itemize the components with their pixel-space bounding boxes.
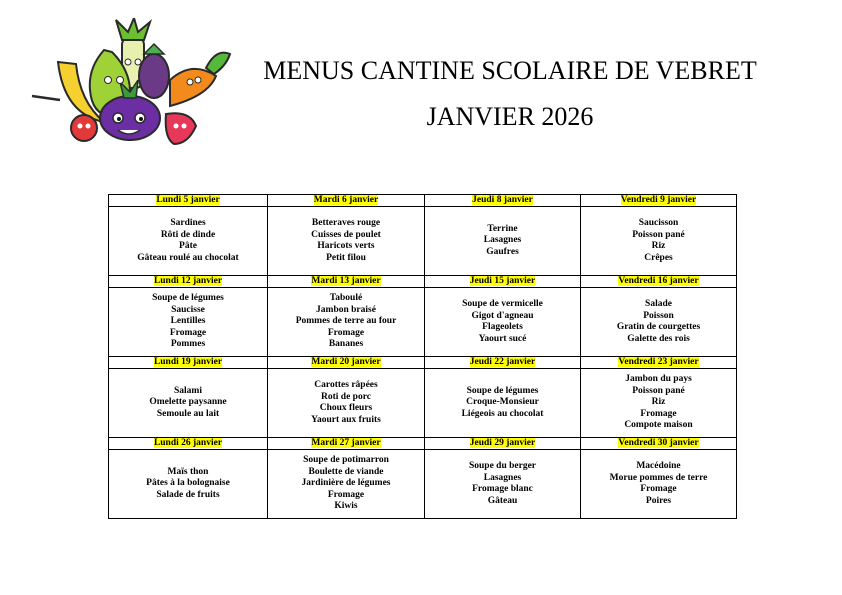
- menu-item: Poisson pané: [632, 385, 685, 396]
- page-subtitle: JANVIER 2026: [426, 102, 594, 131]
- menu-item: Choux fleurs: [319, 403, 373, 413]
- menu-item: Flageolets: [482, 322, 523, 332]
- menu-item: Riz: [651, 397, 666, 408]
- day-header-cell: [425, 357, 581, 369]
- menu-item: Crêpes: [644, 252, 673, 263]
- day-menu-cell: [581, 450, 737, 519]
- menu-item: Gaufres: [486, 246, 519, 257]
- menu-item: Semoule au lait: [156, 408, 220, 419]
- menu-item: Betteraves rouge: [311, 218, 381, 228]
- day-date-label: Jeudi 22 janvier: [469, 357, 536, 367]
- day-menu-cell: [425, 288, 581, 357]
- day-header-cell: [581, 195, 737, 207]
- day-menu-cell: [581, 207, 737, 276]
- date-row: [109, 276, 737, 288]
- day-header-cell: [581, 438, 737, 450]
- menu-item: Croque-Monsieur: [466, 397, 539, 408]
- day-date-label: Mardi 6 janvier: [313, 195, 379, 205]
- menu-item: Saucisson: [638, 218, 679, 228]
- day-date-label: Jeudi 8 janvier: [472, 195, 533, 205]
- menu-row: [109, 288, 737, 357]
- menu-item: Poisson: [643, 310, 674, 321]
- menu-item: Kiwis: [334, 501, 358, 512]
- menu-item: Pommes: [170, 339, 206, 350]
- day-menu-cell: [109, 207, 268, 276]
- menu-item: Poisson pané: [632, 229, 685, 240]
- day-header-cell: [109, 438, 268, 450]
- menu-item: Haricots verts: [317, 241, 375, 251]
- day-header-cell: [425, 195, 581, 207]
- day-date-label: Vendredi 23 janvier: [618, 357, 699, 367]
- menu-item: Fromage: [169, 327, 207, 338]
- page-title: MENUS CANTINE SCOLAIRE DE VEBRET: [263, 56, 757, 85]
- day-date-label: Vendredi 16 janvier: [618, 276, 699, 286]
- day-header-cell: [109, 357, 268, 369]
- menu-item: Riz: [651, 241, 666, 251]
- menu-item: Lasagnes: [483, 235, 522, 246]
- date-row: [109, 438, 737, 450]
- menu-row: [109, 369, 737, 438]
- menu-item: Taboulé: [329, 293, 363, 304]
- menu-item: Lasagnes: [483, 472, 522, 483]
- menu-item: Jardinière de légumes: [301, 478, 391, 489]
- menu-item: Fromage blanc: [472, 484, 533, 494]
- day-header-cell: [109, 276, 268, 288]
- day-menu-cell: [425, 207, 581, 276]
- menu-item: Galette des rois: [627, 333, 690, 344]
- menu-item: Yaourt sucé: [478, 333, 527, 344]
- day-header-cell: [268, 195, 425, 207]
- menu-item: Gâteau: [487, 495, 518, 506]
- menu-item: Rôti de dinde: [160, 229, 216, 240]
- menu-item: Sardines: [170, 218, 206, 228]
- day-menu-cell: [268, 207, 425, 276]
- day-header-cell: [268, 438, 425, 450]
- menu-item: Pommes de terre au four: [295, 316, 397, 327]
- menu-item: Salami: [174, 385, 202, 396]
- menu-row: [109, 207, 737, 276]
- day-date-label: Mardi 27 janvier: [311, 438, 381, 448]
- menu-item: Cuisses de poulet: [311, 229, 381, 240]
- menu-item: Jambon braisé: [316, 304, 376, 315]
- menu-item: Lentilles: [170, 316, 206, 327]
- day-date-label: Vendredi 9 janvier: [620, 195, 697, 205]
- menu-item: Soupe de potimarron: [303, 455, 389, 466]
- menu-item: Pâtes à la bolognaise: [146, 478, 230, 489]
- day-date-label: Jeudi 29 janvier: [469, 438, 536, 448]
- menu-item: Gigot d'agneau: [471, 310, 534, 321]
- menu-item: Salade: [645, 299, 672, 309]
- menu-item: Poires: [645, 495, 672, 506]
- day-date-label: Vendredi 30 janvier: [618, 438, 699, 448]
- day-header-cell: [268, 276, 425, 288]
- menu-table: [108, 194, 737, 519]
- date-row: [109, 195, 737, 207]
- menu-item: Soupe de légumes: [466, 385, 539, 396]
- day-date-label: Mardi 20 janvier: [311, 357, 381, 367]
- date-row: [109, 357, 737, 369]
- cartoon-vegetables-logo: [30, 18, 234, 150]
- day-date-label: Lundi 26 janvier: [153, 438, 223, 448]
- day-date-label: Mardi 13 janvier: [311, 276, 381, 286]
- day-date-label: Lundi 5 janvier: [156, 195, 220, 205]
- menu-item: Carottes râpées: [314, 380, 378, 390]
- menu-item: Salade de fruits: [156, 489, 220, 500]
- menu-item: Fromage: [327, 489, 365, 500]
- day-header-cell: [425, 276, 581, 288]
- day-menu-cell: [109, 288, 268, 357]
- day-menu-cell: [109, 450, 268, 519]
- day-header-cell: [109, 195, 268, 207]
- menu-item: Omelette paysanne: [149, 397, 227, 408]
- menu-item: Roti de porc: [321, 391, 371, 402]
- menu-item: Fromage: [640, 484, 677, 494]
- menu-item: Maïs thon: [167, 466, 209, 477]
- menu-item: Petit filou: [326, 252, 366, 263]
- day-header-cell: [268, 357, 425, 369]
- menu-item: Saucisse: [171, 304, 205, 315]
- day-menu-cell: [425, 369, 581, 438]
- day-menu-cell: [109, 369, 268, 438]
- day-header-cell: [425, 438, 581, 450]
- menu-item: Gratin de courgettes: [616, 322, 701, 332]
- menu-item: Soupe de légumes: [152, 293, 224, 304]
- day-menu-cell: [268, 288, 425, 357]
- menu-item: Terrine: [487, 223, 518, 234]
- menu-item: Morue pommes de terre: [609, 472, 708, 483]
- day-menu-cell: [425, 450, 581, 519]
- menu-item: Jambon du pays: [625, 374, 692, 385]
- day-date-label: Lundi 19 janvier: [153, 357, 223, 367]
- menu-item: Macédoine: [636, 461, 681, 471]
- menu-item: Soupe du berger: [468, 461, 537, 471]
- menu-item: Fromage: [640, 408, 677, 419]
- day-menu-cell: [268, 369, 425, 438]
- menu-item: Yaourt aux fruits: [311, 414, 381, 425]
- menu-item: Liégeois au chocolat: [461, 408, 544, 419]
- day-menu-cell: [581, 288, 737, 357]
- menu-item: Gâteau roulé au chocolat: [137, 252, 239, 263]
- day-header-cell: [581, 276, 737, 288]
- day-menu-cell: [268, 450, 425, 519]
- menu-item: Pâte: [179, 241, 197, 251]
- day-date-label: Jeudi 15 janvier: [469, 276, 536, 286]
- menu-item: Boulette de viande: [308, 466, 384, 477]
- day-header-cell: [581, 357, 737, 369]
- menu-row: [109, 450, 737, 519]
- day-date-label: Lundi 12 janvier: [153, 276, 223, 286]
- menu-item: Compote maison: [624, 420, 693, 431]
- menu-item: Fromage: [327, 327, 365, 338]
- day-menu-cell: [581, 369, 737, 438]
- menu-item: Soupe de vermicelle: [462, 299, 543, 309]
- menu-item: Bananes: [328, 339, 364, 350]
